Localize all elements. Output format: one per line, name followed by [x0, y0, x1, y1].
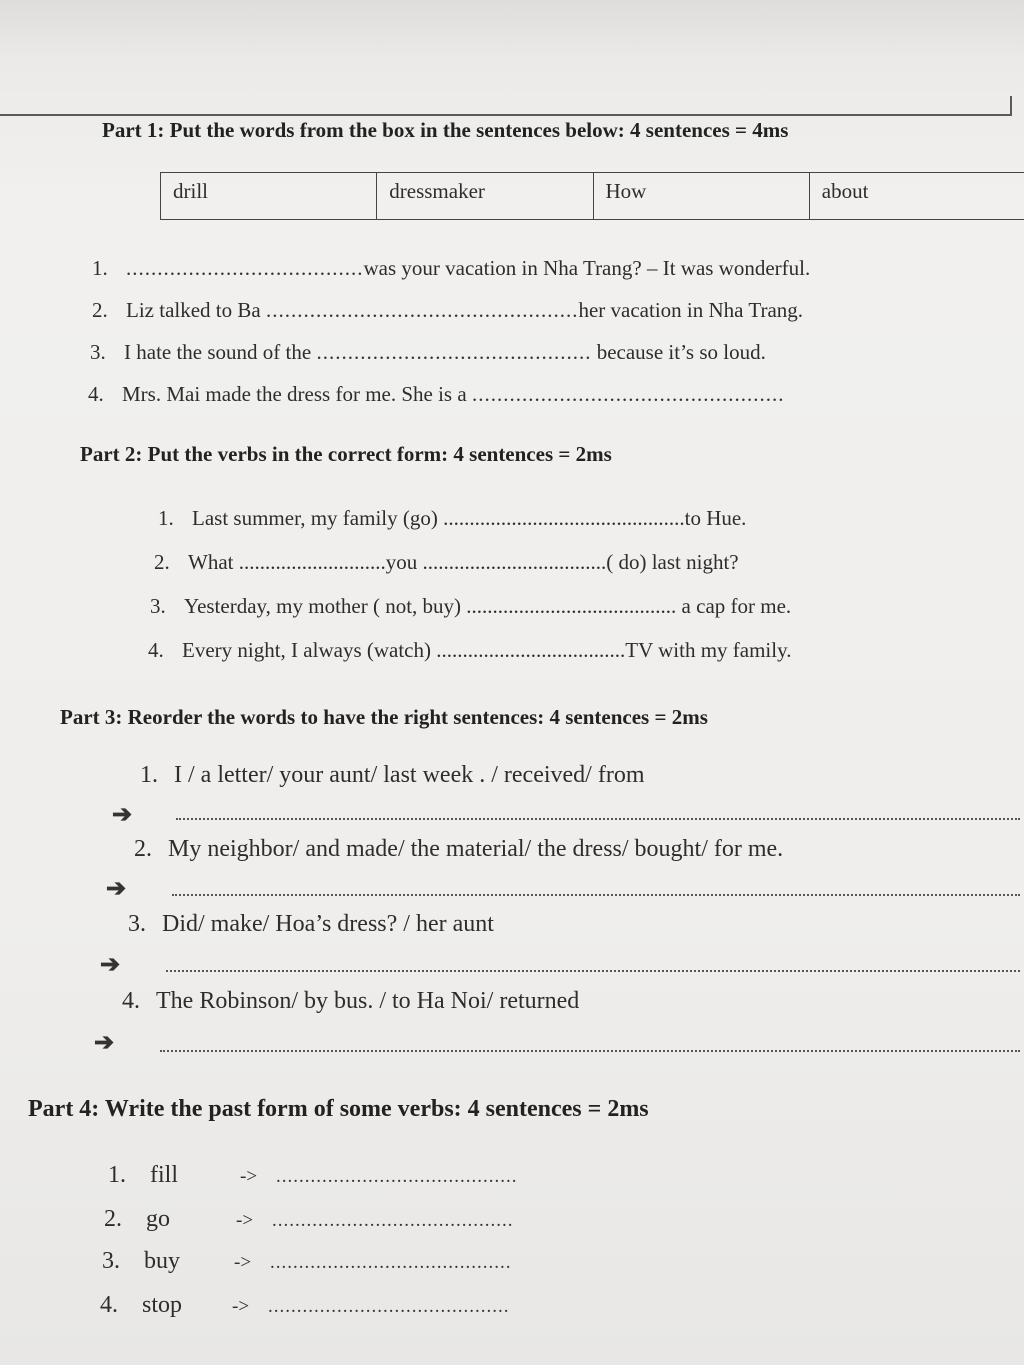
arrow-icon: ➔ — [106, 876, 127, 902]
box-word: How — [594, 173, 810, 219]
part4-item — [102, 1248, 512, 1275]
item-text[interactable]: What ............................you ...................................( do) last night? — [188, 550, 739, 574]
arrow-icon: -> — [240, 1166, 258, 1187]
item-text: because it’s so loud. — [591, 340, 766, 364]
item-number: 3. — [128, 911, 146, 937]
part2-item — [158, 506, 746, 531]
answer-blank[interactable]: .......................................... — [270, 1252, 512, 1273]
answer-blank[interactable]: .......................................... — [268, 1296, 510, 1317]
item-number: 1. — [158, 506, 174, 530]
arrow-icon: ➔ — [94, 1030, 115, 1056]
top-border — [0, 96, 1012, 116]
part1-item — [92, 256, 810, 281]
part1-item — [90, 340, 766, 365]
item-text: My neighbor/ and made/ the material/ the dress/ bought/ for me. — [168, 836, 784, 862]
arrow-icon: -> — [236, 1210, 254, 1231]
answer-blank[interactable]: .................................................. — [471, 382, 785, 406]
verb: go — [146, 1206, 170, 1232]
item-text[interactable]: Last summer, my family (go) ..............................................to Hue. — [192, 506, 747, 530]
item-number: 3. — [150, 594, 166, 618]
item-text: Mrs. Mai made the dress for me. She is a — [122, 382, 472, 406]
item-number: 2. — [134, 836, 152, 862]
part1-heading: Part 1: Put the words from the box in the sentences below: 4 sentences = 4ms — [102, 118, 789, 142]
arrow-icon: -> — [234, 1252, 252, 1273]
verb: stop — [142, 1292, 183, 1318]
part4-item — [104, 1206, 514, 1233]
part3-item — [140, 762, 644, 789]
item-number: 4. — [148, 638, 164, 662]
item-number: 3. — [90, 340, 106, 364]
part2-heading: Part 2: Put the verbs in the correct form: 4 sentences = 2ms — [80, 442, 612, 466]
part2-item — [154, 550, 739, 575]
part4-item — [108, 1162, 518, 1189]
item-text[interactable]: Yesterday, my mother ( not, buy) ........................................ a cap for me. — [184, 594, 792, 618]
item-number: 4. — [100, 1292, 118, 1318]
verb: buy — [144, 1248, 180, 1274]
part2-item — [148, 638, 791, 663]
answer-line[interactable] — [166, 970, 1020, 972]
part1-item — [92, 298, 803, 323]
part2-item — [150, 594, 791, 619]
item-text: I hate the sound of the — [124, 340, 317, 364]
item-text: The Robinson/ by bus. / to Ha Noi/ returned — [156, 988, 580, 1014]
box-word: drill — [161, 173, 377, 219]
item-number: 2. — [154, 550, 170, 574]
box-word: about — [821, 179, 869, 203]
part1-item — [88, 382, 784, 407]
answer-blank[interactable]: .......................................... — [272, 1210, 514, 1231]
part3-heading: Part 3: Reorder the words to have the right sentences: 4 sentences = 2ms — [60, 705, 708, 729]
word-box — [160, 172, 1024, 220]
box-word: dressmaker — [377, 173, 593, 219]
item-text: was your vacation in Nha Trang? – It was wonderful. — [363, 256, 811, 280]
answer-blank[interactable]: ............................................ — [316, 340, 592, 364]
answer-blank[interactable]: .......................................... — [276, 1166, 518, 1187]
item-number: 3. — [102, 1248, 120, 1274]
item-number: 2. — [104, 1206, 122, 1232]
arrow-icon: ➔ — [112, 802, 133, 828]
item-number: 1. — [140, 762, 158, 788]
item-number: 4. — [88, 382, 104, 406]
item-number: 4. — [122, 988, 140, 1014]
answer-line[interactable] — [160, 1050, 1020, 1052]
arrow-icon: ➔ — [100, 952, 121, 978]
item-text[interactable]: Every night, I always (watch) ....................................TV with my family. — [182, 638, 792, 662]
answer-line[interactable] — [172, 894, 1020, 896]
item-number: 1. — [92, 256, 108, 280]
part4-item — [100, 1292, 510, 1319]
part3-item — [134, 836, 783, 863]
answer-line[interactable] — [176, 818, 1020, 820]
item-text: Did/ make/ Hoa’s dress? / her aunt — [162, 911, 494, 937]
part3-item — [128, 911, 494, 938]
item-text: I / a letter/ your aunt/ last week . / received/ from — [174, 762, 645, 788]
part4-heading: Part 4: Write the past form of some verbs: 4 sentences = 2ms — [28, 1096, 649, 1122]
item-text: Liz talked to Ba — [126, 298, 266, 322]
part3-item — [122, 988, 579, 1015]
answer-blank[interactable]: ...................................... — [126, 256, 364, 280]
item-text: her vacation in Nha Trang. — [578, 298, 804, 322]
arrow-icon: -> — [232, 1296, 250, 1317]
item-number: 2. — [92, 298, 108, 322]
answer-blank[interactable]: .................................................. — [265, 298, 579, 322]
item-number: 1. — [108, 1162, 126, 1188]
verb: fill — [150, 1162, 178, 1188]
